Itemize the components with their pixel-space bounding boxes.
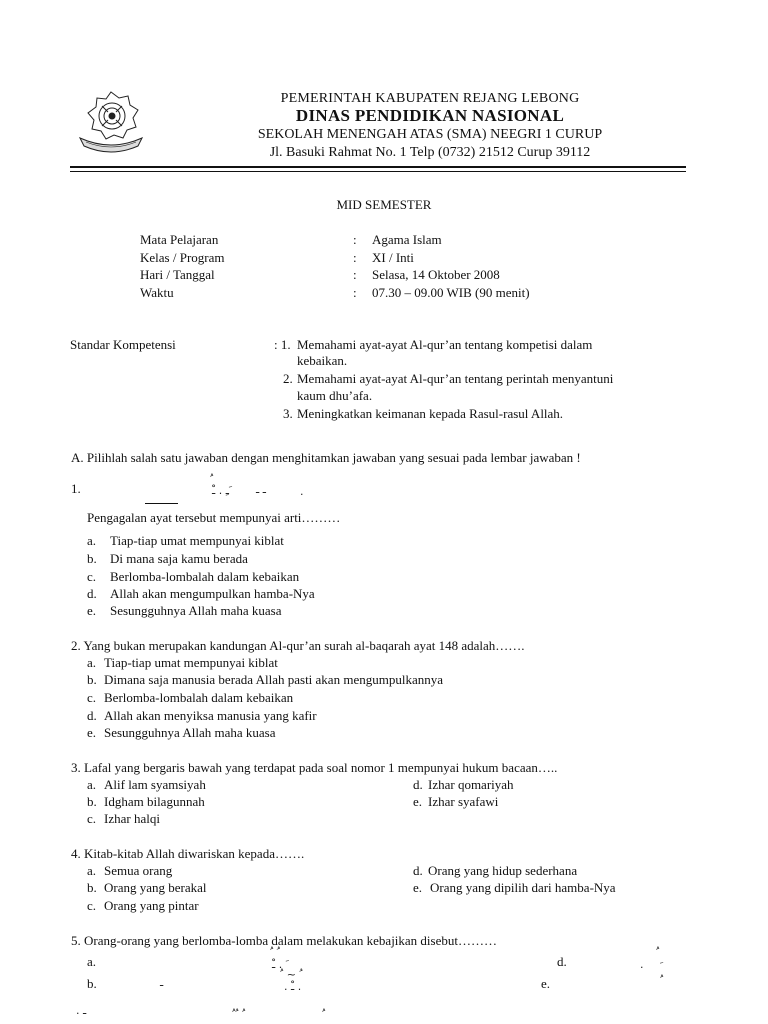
section-a-instruction: A. Pilihlah salah satu jawaban dengan menghitamkan jawaban yang sesuai pada lembar jawaban ! <box>71 450 581 465</box>
exam-title: MID SEMESTER <box>336 197 432 212</box>
competency-number: : 1. <box>274 337 291 352</box>
option-text: Sesungguhnya Allah maha kuasa <box>110 603 282 618</box>
option-letter: d. <box>87 708 97 723</box>
option-text: Izhar syafawi <box>428 794 499 809</box>
option-letter: c. <box>87 690 97 705</box>
header-rule-thick <box>70 166 686 168</box>
question-number: 1. <box>71 481 81 496</box>
info-value-date: Selasa, 14 Oktober 2008 <box>372 267 500 282</box>
option-letter: b. <box>87 880 97 895</box>
info-value-class: XI / Inti <box>372 250 414 265</box>
option-letter: e. <box>87 725 97 740</box>
department-name: DINAS PENDIDIKAN NASIONAL <box>295 106 565 125</box>
info-label-time: Waktu <box>140 285 174 300</box>
option-letter: a. <box>87 954 97 969</box>
option-text: Tiap-tiap umat mempunyai kiblat <box>110 533 284 548</box>
arabic-option-glyph: ﹸ ~ ﹸ <box>280 968 303 981</box>
competency-text: Memahami ayat-ayat Al-qur’an tentang perintah menyantuni <box>297 371 614 386</box>
info-colon: : <box>353 232 357 247</box>
arabic-option-glyph: . <box>640 958 644 971</box>
option-text: Orang yang pintar <box>104 898 199 913</box>
arabic-option-glyph: ﹸ ﹸ <box>270 946 280 959</box>
option-text: Orang yang berakal <box>104 880 207 895</box>
info-label-class: Kelas / Program <box>140 250 225 265</box>
option-text: Tiap-tiap umat mempunyai kiblat <box>104 655 278 670</box>
school-address: Jl. Basuki Rahmat No. 1 Telp (0732) 21512 Curup 39112 <box>269 145 591 160</box>
info-colon: : <box>353 267 357 282</box>
option-letter: b. <box>87 794 97 809</box>
competency-label: Standar Kompetensi <box>70 337 176 352</box>
info-value-time: 07.30 – 09.00 WIB (90 menit) <box>372 285 530 300</box>
arabic-option-glyph: ﹸ <box>660 974 664 987</box>
header-rule-thin <box>70 171 686 172</box>
question-text: 2. Yang bukan merupakan kandungan Al-qur’an surah al-baqarah ayat 148 adalah……. <box>71 638 525 653</box>
option-text: Alif lam syamsiyah <box>104 777 206 792</box>
arabic-option-glyph: . ﹿ . <box>284 980 302 993</box>
option-letter: d. <box>87 586 97 601</box>
competency-text: kebaikan. <box>297 353 348 368</box>
option-letter: b. <box>87 976 97 991</box>
option-letter: c. <box>87 569 97 584</box>
option-text: Orang yang hidup sederhana <box>428 863 578 878</box>
option-text: Allah akan menyiksa manusia yang kafir <box>104 708 317 723</box>
competency-text: Memahami ayat-ayat Al-qur’an tentang kompetisi dalam <box>297 337 593 352</box>
info-label-subject: Mata Pelajaran <box>140 232 219 247</box>
option-letter: e. <box>413 794 423 809</box>
option-letter: b. <box>87 551 97 566</box>
arabic-verse-glyph: . <box>300 485 304 498</box>
option-text: Allah akan mengumpulkan hamba-Nya <box>110 586 315 601</box>
arabic-option-glyph: ﹶ <box>660 960 664 973</box>
option-text: Berlomba-lombalah dalam kebaikan <box>104 690 294 705</box>
question-text: 5. Orang-orang yang berlomba-lomba dalam melakukan kebajikan disebut……… <box>71 933 497 948</box>
info-colon: : <box>353 250 357 265</box>
arabic-option-glyph: ـ <box>160 976 164 989</box>
option-text: Orang yang dipilih dari hamba-Nya <box>430 880 616 895</box>
government-name: PEMERINTAH KABUPATEN REJANG LEBONG <box>280 91 580 106</box>
arabic-option-glyph: ﹸ <box>322 1008 326 1021</box>
competency-text: Meningkatkan keimanan kepada Rasul-rasul Allah. <box>297 406 564 421</box>
option-letter: e. <box>413 880 423 895</box>
competency-text: kaum dhu’afa. <box>297 388 373 403</box>
info-value-subject: Agama Islam <box>372 232 442 247</box>
school-name: SEKOLAH MENENGAH ATAS (SMA) NEEGRI 1 CURUP <box>257 127 603 142</box>
arabic-option-glyph: ﹶ . ﹿ <box>272 958 289 971</box>
option-text: Berlomba-lombalah dalam kebaikan <box>110 569 300 584</box>
school-emblem-logo <box>72 88 150 158</box>
option-letter: d. <box>413 863 423 878</box>
option-letter: a. <box>87 777 97 792</box>
arabic-option-glyph: ﹸ <box>656 946 660 959</box>
arabic-verse-glyph: ﹶﹻ . ﹿ <box>212 484 233 497</box>
option-text: Semua orang <box>104 863 173 878</box>
arabic-verse-glyph: ﹸ <box>210 473 214 486</box>
option-letter: a. <box>87 655 97 670</box>
info-label-date: Hari / Tanggal <box>140 267 215 282</box>
option-text: Sesungguhnya Allah maha kuasa <box>104 725 276 740</box>
option-letter: a. <box>87 533 97 548</box>
option-letter: d. <box>557 954 567 969</box>
option-letter: e. <box>541 976 551 991</box>
competency-number: 2. <box>283 371 293 386</box>
option-letter: e. <box>87 603 97 618</box>
option-text: Izhar halqi <box>104 811 160 826</box>
option-letter: a. <box>87 863 97 878</box>
underlined-word <box>145 503 178 504</box>
option-letter: b. <box>87 672 97 687</box>
option-text: Di mana saja kamu berada <box>110 551 248 566</box>
question-text: 4. Kitab-kitab Allah diwariskan kepada……. <box>71 846 305 861</box>
option-letter: d. <box>413 777 423 792</box>
option-letter: c. <box>87 898 97 913</box>
option-text: Dimana saja manusia berada Allah pasti akan mengumpulkannya <box>104 672 443 687</box>
question-text: 3. Lafal yang bergaris bawah yang terdapat pada soal nomor 1 mempunyai hukum bacaan….. <box>71 760 558 775</box>
arabic-option-glyph: . ـ <box>76 1004 87 1017</box>
question-prompt: Pengagalan ayat tersebut mempunyai arti……… <box>87 510 341 525</box>
option-letter: c. <box>87 811 97 826</box>
option-text: Idgham bilagunnah <box>104 794 205 809</box>
option-text: Izhar qomariyah <box>428 777 514 792</box>
info-colon: : <box>353 285 357 300</box>
arabic-verse-glyph: ـ ـ <box>256 483 266 496</box>
competency-number: 3. <box>283 406 293 421</box>
arabic-option-glyph: ﹸ ﹸﹸ <box>232 1008 246 1021</box>
